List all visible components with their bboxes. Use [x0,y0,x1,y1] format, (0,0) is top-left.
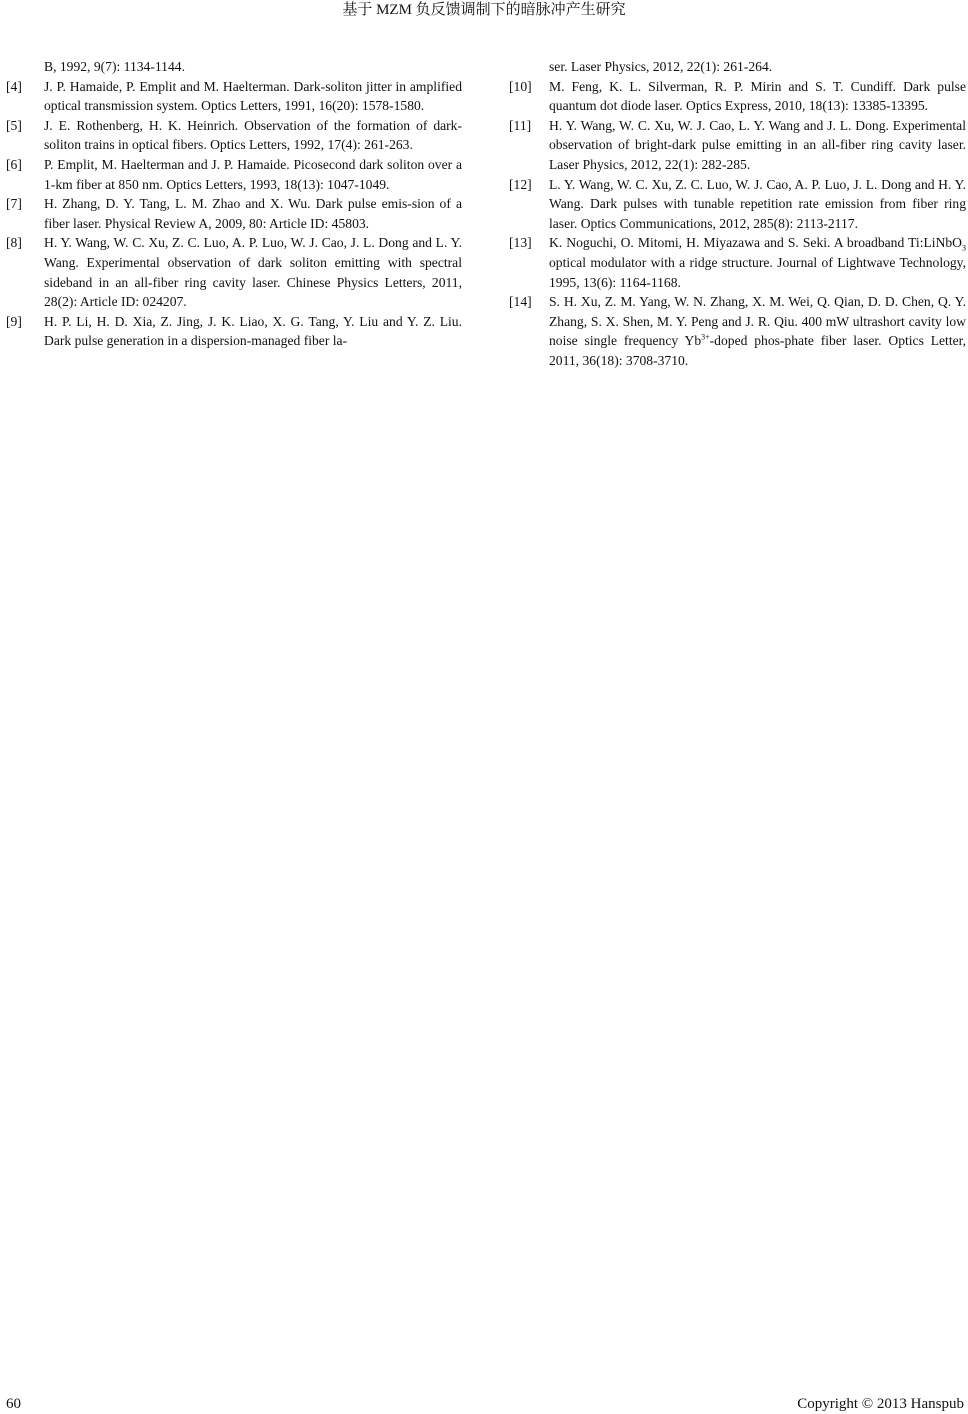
reference-number: [5] [6,117,22,133]
reference-text [549,292,966,370]
references-left-column [6,57,462,351]
reference-number: [6] [6,156,22,172]
reference-item-6 [6,155,462,194]
reference-text-part: -doped phos-phate fiber laser. Optics Letter, 2011, 36(18): 3708-3710. [549,333,967,368]
reference-continuation: B, 1992, 9(7): 1134-1144. [44,59,185,74]
reference-continuation: ser. Laser Physics, 2012, 22(1): 261-264. [549,59,773,74]
reference-number: [4] [6,78,22,94]
copyright-notice: Copyright © 2013 Hanspub [797,1396,964,1412]
reference-number: [12] [509,176,532,192]
reference-text: H. Y. Wang, W. C. Xu, W. J. Cao, L. Y. Wang and J. L. Dong. Experimental observation of bright-dark pulse emitting in an all-fiber ring cavity laser. Laser Physics, 2012, 22(1): 282-285. [549,117,966,172]
page-number: 60 [6,1396,21,1412]
reference-text: H. P. Li, H. D. Xia, Z. Jing, J. K. Liao, X. G. Tang, Y. Liu and Y. Z. Liu. Dark pulse generation in a dispersion-managed fiber la- [44,313,462,349]
reference-item-5 [6,116,462,155]
reference-number: [7] [6,196,22,212]
superscript: 3+ [701,332,710,342]
reference-text: M. Feng, K. L. Silverman, R. P. Mirin and S. T. Cundiff. Dark pulse quantum dot diode laser. Optics Express, 2010, 18(13): 13385-13395. [549,78,966,114]
reference-number: [9] [6,313,22,329]
reference-item-14 [509,292,966,370]
reference-item-11 [509,116,966,175]
reference-number: [14] [509,294,532,310]
reference-number: [13] [509,235,532,251]
reference-item-10 [509,77,966,116]
reference-text: P. Emplit, M. Haelterman and J. P. Hamaide. Picosecond dark soliton over a 1-km fiber at 850 nm. Optics Letters, 1993, 18(13): 1047-1049. [44,156,462,192]
reference-text: L. Y. Wang, W. C. Xu, Z. C. Luo, W. J. Cao, A. P. Luo, J. L. Dong and H. Y. Wang. Dark pulses with tunable repetition rate emission from fiber ring laser. Optics Communications, 2012, 285(8): 2113-2117. [549,176,966,231]
reference-number: [11] [509,117,532,133]
reference-item-12 [509,175,966,234]
reference-item-8 [6,233,462,311]
subscript: 3 [962,244,966,254]
references-right-column [509,57,966,371]
reference-text: H. Y. Wang, W. C. Xu, Z. C. Luo, A. P. Luo, W. J. Cao, J. L. Dong and L. Y. Wang. Experimental observation of dark soliton emitting with spectral sideband in an all-fiber ring cavity laser. Chinese Physics Letters, 2011, 28(2): Article ID: 024207. [44,235,462,310]
reference-item-7 [6,194,462,233]
reference-text [549,233,966,292]
reference-text: J. E. Rothenberg, H. K. Heinrich. Observation of the formation of dark-soliton trains in optical fibers. Optics Letters, 1992, 17(4): 261-263. [44,117,462,153]
page-footer [6,1394,964,1414]
reference-text-part: K. Noguchi, O. Mitomi, H. Miyazawa and S. Seki. A broadband Ti:LiNbO [549,235,962,251]
reference-text-part: optical modulator with a ridge structure. Journal of Lightwave Technology, 1995, 13(6): 1164-1168. [549,254,966,290]
reference-item-13 [509,233,966,292]
running-header: 基于 MZM 负反馈调制下的暗脉冲产生研究 [342,2,626,18]
reference-number: [10] [509,78,532,94]
reference-text: H. Zhang, D. Y. Tang, L. M. Zhao and X. Wu. Dark pulse emis-sion of a fiber laser. Physical Review A, 2009, 80: Article ID: 45803. [44,196,462,231]
reference-text: J. P. Hamaide, P. Emplit and M. Haelterman. Dark-soliton jitter in amplified optical transmission system. Optics Letters, 1991, 16(20): 1578-1580. [44,78,462,114]
reference-item-4 [6,77,462,116]
reference-text-part: S. H. Xu, Z. M. Yang, W. N. Zhang, X. M. Wei, Q. Qian, D. D. Chen, Q. Y. Zhang, S. X. Shen, M. Y. Peng and J. R. Qiu. 400 mW ultrashort cavity low noise single frequency Yb [549,294,966,349]
reference-item-9 [6,312,462,351]
reference-number: [8] [6,235,22,251]
